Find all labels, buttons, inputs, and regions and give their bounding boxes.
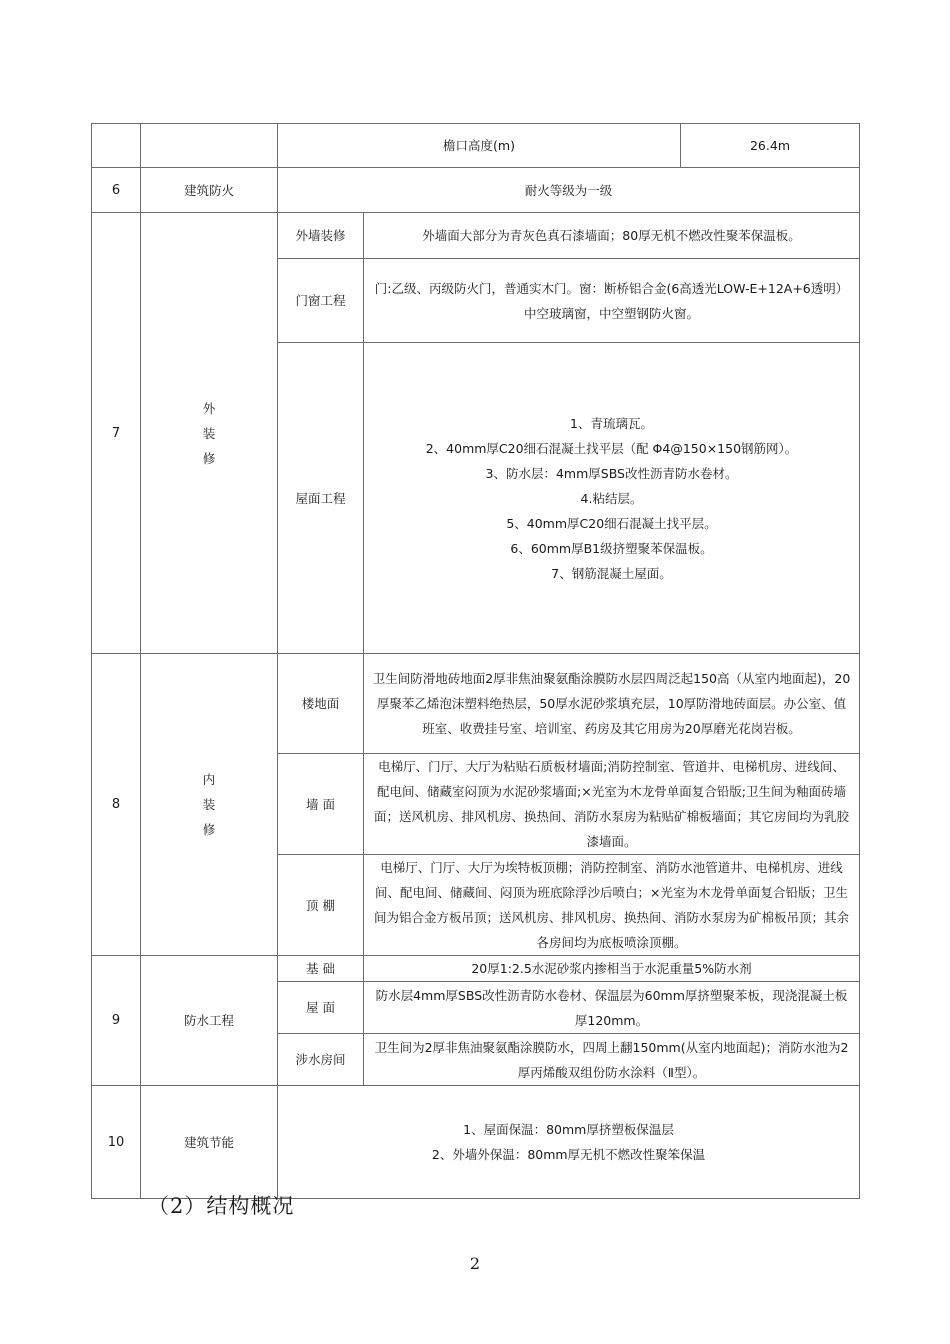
energy-line: 1、屋面保温：80mm厚挤塑板保温层	[463, 1122, 674, 1137]
row-category: 建筑防火	[141, 168, 278, 213]
roof-line: 6、60mm厚B1级挤塑聚苯保温板。	[510, 540, 713, 556]
roof-waterproof-content: 防水层4mm厚SBS改性沥青防水卷材、保温层为60mm厚挤塑聚苯板，现浇混凝土板厚120mm。	[364, 982, 860, 1034]
energy-line: 2、外墙外保温：80mm厚无机不燃改性聚笨保温	[431, 1147, 706, 1162]
subcategory-label: 门窗工程	[278, 259, 364, 343]
category-char: 外	[202, 400, 216, 416]
page-number: 2	[469, 1254, 481, 1273]
roof-line: 5、40mm厚C20细石混凝土找平层。	[506, 515, 717, 531]
doors-windows-content: 门:乙级、丙级防火门，普通实木门。窗：断桥铝合金(6高透光LOW-E+12A+6透明）中空玻璃窗，中空塑钢防火窗。	[364, 259, 860, 343]
row-category-vertical	[141, 213, 278, 654]
empty-cell	[92, 124, 141, 168]
row-category: 防水工程	[141, 956, 278, 1086]
floor-content: 卫生间防滑地砖地面2厚非焦油聚氨酯涂膜防水层四周泛起150高（从室内地面起)，20厚聚苯乙烯泡沫塑料绝热层，50厚水泥砂浆填充层，10厚防滑地砖面层。办公室、值班室、收费挂号室、培训室、药房及其它用房为20厚磨光花岗岩板。	[364, 654, 860, 754]
row-category-vertical	[141, 654, 278, 956]
category-char: 内	[202, 772, 216, 787]
subcategory-label: 楼地面	[278, 654, 364, 754]
row-number: 7	[92, 213, 141, 654]
wall-content: 电梯厅、门厅、大厅为粘贴石质板材墙面;消防控制室、管道井、电梯机房、进线间、配电间、储藏室闷顶为水泥砂浆墙面;×光室为木龙骨单面复合铅版;卫生间为釉面砖墙面；送风机房、排风机房、换热间、消防水泵房为粘贴矿棉板墙面；其它房间均为乳胶漆墙面。	[364, 754, 860, 855]
section-heading: （2）结构概况	[148, 1194, 295, 1218]
fire-rating-content: 耐火等级为一级	[278, 168, 860, 213]
category-char: 装	[202, 425, 216, 441]
foundation-waterproof-content: 20厚1:2.5水泥砂浆内掺相当于水泥重量5%防水剂	[364, 956, 860, 982]
eave-height-value: 26.4m	[681, 124, 860, 168]
ceiling-content: 电梯厅、门厅、大厅为埃特板顶棚；消防控制室、消防水池管道井、电梯机房、进线间、配电间、储藏间、闷顶为班底除浮沙后喷白；×光室为木龙骨单面复合铅版；卫生间为铝合金方板吊顶；送风机房、排风机房、换热间、消防水泵房为矿棉板吊顶；其余各房间均为底板喷涂顶棚。	[364, 855, 860, 956]
row-number: 10	[92, 1086, 141, 1199]
roof-line: 3、防水层：4mm厚SBS改性沥青防水卷材。	[485, 465, 738, 481]
roof-line: 4.粘结层。	[580, 490, 643, 506]
table-row	[92, 124, 860, 168]
subcategory-label: 墙 面	[278, 754, 364, 855]
table-row	[92, 1086, 860, 1199]
category-char: 装	[202, 797, 216, 812]
building-spec-table	[91, 123, 860, 1199]
energy-saving-content	[278, 1086, 860, 1199]
subcategory-label: 顶 棚	[278, 855, 364, 956]
row-number: 8	[92, 654, 141, 956]
subcategory-label: 外墙装修	[278, 213, 364, 259]
wet-rooms-waterproof-content: 卫生间为2厚非焦油聚氨酯涂膜防水，四周上翻150mm(从室内地面起)；消防水池为2厚丙烯酸双组份防水涂料（Ⅱ型）。	[364, 1034, 860, 1086]
exterior-wall-content: 外墙面大部分为青灰色真石漆墙面；80厚无机不燃改性聚苯保温板。	[364, 213, 860, 259]
roof-line: 2、40mm厚C20细石混凝土找平层（配 Φ4@150×150钢筋网）。	[425, 440, 798, 456]
roof-works-content	[364, 343, 860, 654]
row-number: 6	[92, 168, 141, 213]
table-row	[92, 654, 860, 754]
category-char: 修	[202, 450, 216, 466]
table-row	[92, 168, 860, 213]
subcategory-label: 涉水房间	[278, 1034, 364, 1086]
empty-cell	[141, 124, 278, 168]
subcategory-label: 屋面工程	[278, 343, 364, 654]
table-row	[92, 213, 860, 259]
roof-line: 1、青琉璃瓦。	[570, 415, 653, 431]
table-row	[92, 956, 860, 982]
row-category: 建筑节能	[141, 1086, 278, 1199]
subcategory-label: 屋 面	[278, 982, 364, 1034]
subcategory-label: 基 础	[278, 956, 364, 982]
row-number: 9	[92, 956, 141, 1086]
category-char: 修	[202, 822, 216, 837]
roof-line: 7、钢筋混凝土屋面。	[551, 565, 672, 581]
eave-height-label: 檐口高度(m)	[278, 124, 681, 168]
